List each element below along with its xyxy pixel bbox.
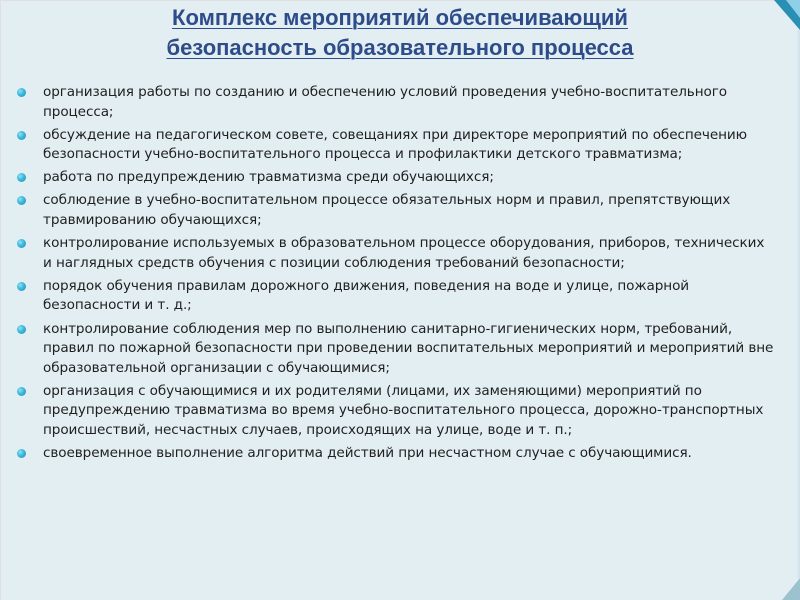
list-item	[16, 277, 776, 316]
list-item-text: организация с обучающимися и их родителями (лицами, их заменяющими) мероприятий по предупреждению травматизма во время учебно-воспитательного процесса, дорожно-транспортных происшествий, несчастных случаев, происходящих на улице, воде и т. п.;	[43, 382, 764, 438]
round-bullet-icon	[17, 239, 26, 248]
bottom-right-corner-decoration	[782, 578, 800, 600]
round-bullet-icon	[17, 88, 26, 97]
slide-title-line-1: Комплекс мероприятий обеспечивающий	[172, 5, 628, 30]
list-item	[16, 83, 776, 122]
list-item	[16, 234, 776, 273]
list-item-text: организация работы по созданию и обеспечению условий проведения учебно-воспитательного процесса;	[43, 84, 727, 120]
slide-right-edge	[796, 30, 800, 578]
round-bullet-icon	[17, 387, 26, 396]
list-item-text: контролирование используемых в образовательном процессе оборудования, приборов, технических и наглядных средств обучения с позиции соблюдения требований безопасности;	[43, 235, 765, 271]
top-right-corner-highlight	[786, 0, 800, 18]
round-bullet-icon	[17, 449, 26, 458]
list-item-text: соблюдение в учебно-воспитательном процессе обязательных норм и правил, препятствующих травмированию обучающихся;	[43, 192, 731, 229]
round-bullet-icon	[17, 173, 26, 182]
round-bullet-icon	[17, 196, 26, 205]
list-item	[16, 168, 776, 188]
list-item-text: порядок обучения правилам дорожного движения, поведения на воде и улице, пожарной безопасности и т. д.;	[43, 277, 690, 314]
list-item	[16, 126, 776, 165]
list-item-text: своевременное выполнение алгоритма действий при несчастном случае с обучающимися.	[43, 445, 692, 462]
slide-title	[70, 3, 730, 63]
round-bullet-icon	[17, 131, 26, 140]
list-item	[16, 444, 776, 464]
round-bullet-icon	[17, 325, 26, 334]
list-item-text: контролирование соблюдения мер по выполнению санитарно-гигиенических норм, требований, правил по пожарной безопасности при проведении воспитательных мероприятий и мероприятий вне образовательной организации с обучающимися;	[43, 320, 774, 376]
measures-list	[16, 83, 776, 467]
round-bullet-icon	[17, 282, 26, 291]
list-item	[16, 191, 776, 230]
list-item-text: обсуждение на педагогическом совете, совещаниях при директоре мероприятий по обеспечению безопасности учебно-воспитательного процесса и профилактики детского травматизма;	[43, 126, 747, 163]
list-item	[16, 320, 776, 379]
list-item-text: работа по предупреждению травматизма среди обучающихся;	[43, 169, 494, 186]
list-item	[16, 382, 776, 441]
slide-title-line-2: безопасность образовательного процесса	[166, 35, 634, 60]
